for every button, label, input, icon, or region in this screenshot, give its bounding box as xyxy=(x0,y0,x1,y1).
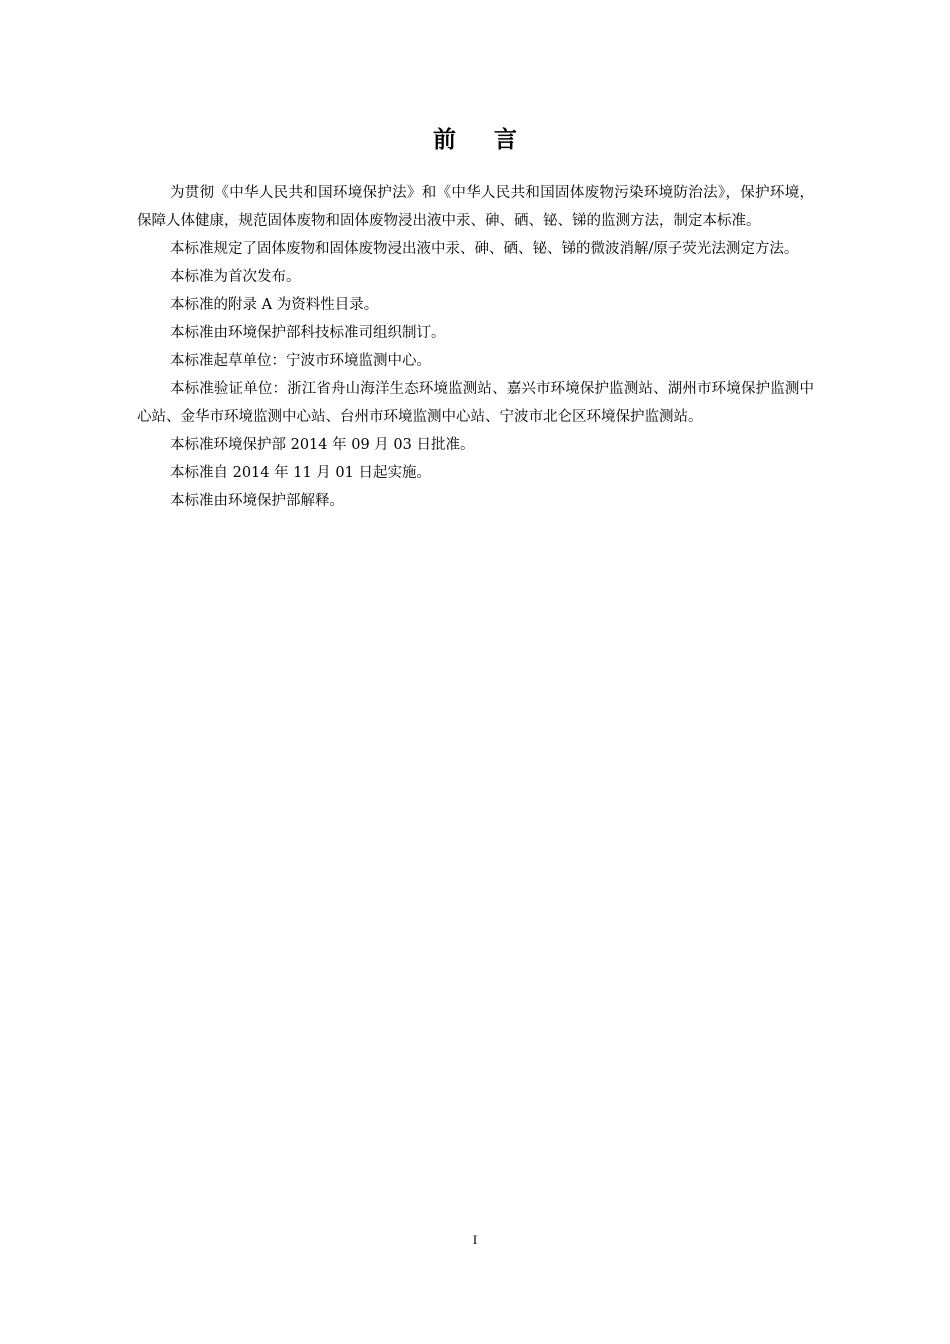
paragraph-organizer: 本标准由环境保护部科技标准司组织制订。 xyxy=(170,325,446,341)
page-title-part1: 前 xyxy=(433,126,456,153)
paragraph-interpretation: 本标准由环境保护部解释。 xyxy=(170,493,344,509)
document-body xyxy=(137,179,814,515)
page-number: I xyxy=(472,1232,478,1247)
paragraph-scope: 本标准规定了固体废物和固体废物浸出液中汞、砷、硒、铋、锑的微波消解/原子荧光法测定方法。 xyxy=(170,241,799,257)
paragraph-appendix: 本标准的附录 A 为资料性目录。 xyxy=(170,297,379,313)
paragraph-approval-date: 本标准环境保护部 2014 年 09 月 03 日批准。 xyxy=(170,437,475,453)
page-title-part2: 言 xyxy=(494,126,517,153)
paragraph-purpose: 为贯彻《中华人民共和国环境保护法》和《中华人民共和国固体废物污染环境防治法》，保护环境，保障人体健康，规范固体废物和固体废物浸出液中汞、砷、硒、铋、锑的监测方法，制定本标准。 xyxy=(137,185,814,229)
paragraph-verification-units: 本标准验证单位：浙江省舟山海洋生态环境监测站、嘉兴市环境保护监测站、湖州市环境保护监测中心站、金华市环境监测中心站、台州市环境监测中心站、宁波市北仑区环境保护监测站。 xyxy=(137,381,814,425)
paragraph-first-release: 本标准为首次发布。 xyxy=(170,269,301,285)
paragraph-effective-date: 本标准自 2014 年 11 月 01 日起实施。 xyxy=(170,465,431,481)
paragraph-drafting-unit: 本标准起草单位：宁波市环境监测中心。 xyxy=(170,353,431,369)
page-title xyxy=(0,124,950,156)
